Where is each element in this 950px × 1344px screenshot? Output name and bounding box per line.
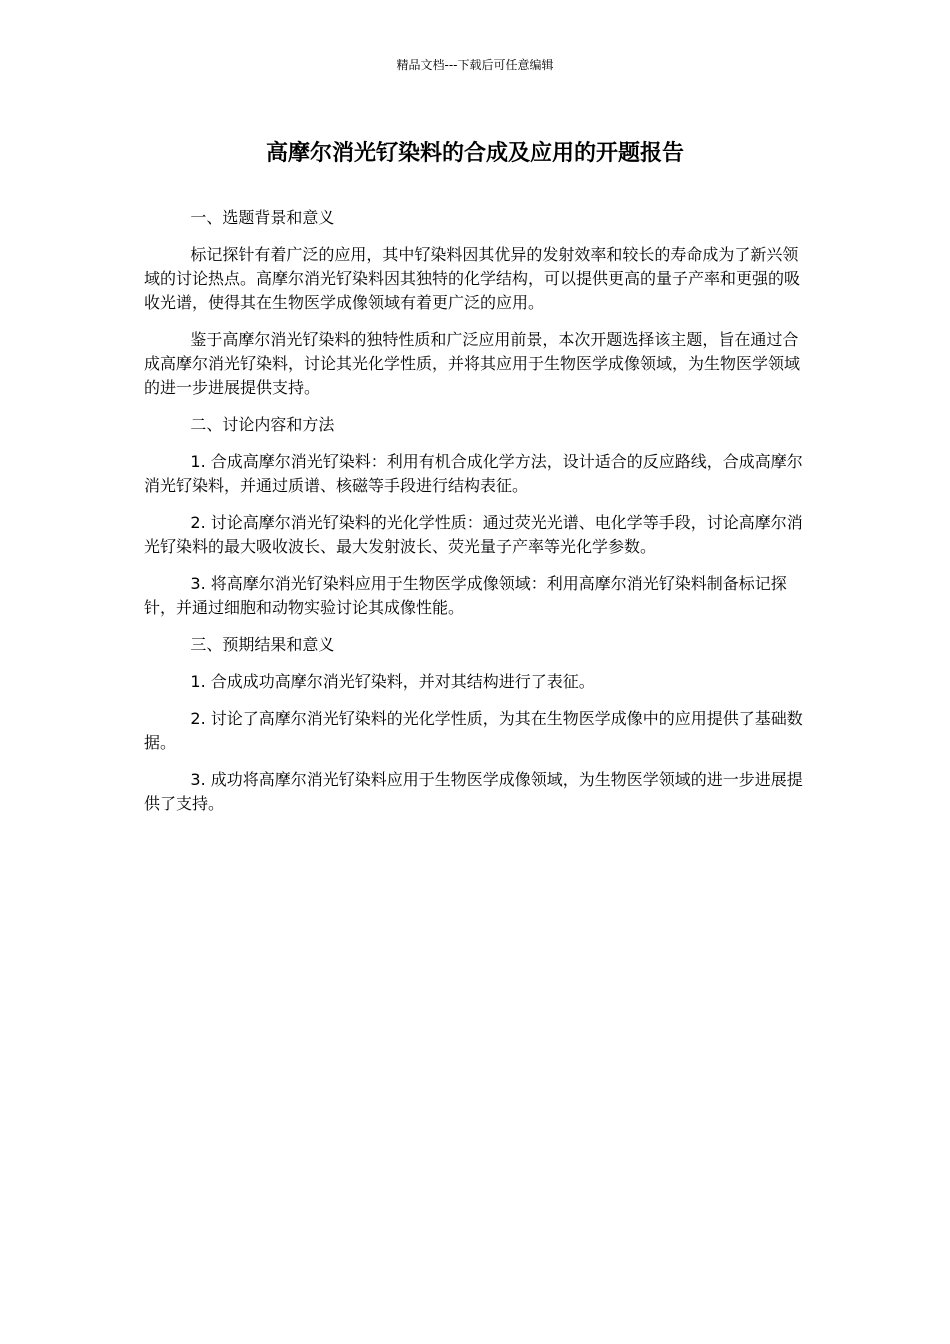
methods-item-1: 1. 合成高摩尔消光钌染料：利用有机合成化学方法，设计适合的反应路线，合成高摩尔消光钌染料，并通过质谱、核磁等手段进行结构表征。 — [144, 452, 803, 495]
results-item-3: 3. 成功将高摩尔消光钌染料应用于生物医学成像领域，为生物医学领域的进一步进展提供了支持。 — [144, 770, 803, 813]
background-paragraph-2: 鉴于高摩尔消光钌染料的独特性质和广泛应用前景，本次开题选择该主题，旨在通过合成高摩尔消光钌染料，讨论其光化学性质，并将其应用于生物医学成像领域，为生物医学领域的进一步进展提供支持。 — [144, 330, 801, 397]
document-body — [144, 206, 806, 829]
section-heading-background: 一、选题背景和意义 — [190, 208, 335, 227]
background-paragraph-1: 标记探针有着广泛的应用，其中钌染料因其优异的发射效率和较长的寿命成为了新兴领域的讨论热点。高摩尔消光钌染料因其独特的化学结构，可以提供更高的量子产率和更强的吸收光谱，使得其在生物医学成像领域有着更广泛的应用。 — [144, 245, 801, 312]
section-heading-expected-results: 三、预期结果和意义 — [190, 635, 335, 654]
methods-item-2: 2. 讨论高摩尔消光钌染料的光化学性质：通过荧光光谱、电化学等手段，讨论高摩尔消光钌染料的最大吸收波长、最大发射波长、荧光量子产率等光化学参数。 — [144, 513, 803, 556]
document-title: 高摩尔消光钌染料的合成及应用的开题报告 — [265, 141, 684, 166]
page-header: 精品文档---下载后可任意编辑 — [396, 58, 554, 72]
methods-item-3: 3. 将高摩尔消光钌染料应用于生物医学成像领域：利用高摩尔消光钌染料制备标记探针，并通过细胞和动物实验讨论其成像性能。 — [144, 574, 787, 617]
results-item-2: 2. 讨论了高摩尔消光钌染料的光化学性质，为其在生物医学成像中的应用提供了基础数据。 — [144, 709, 803, 752]
section-heading-methods: 二、讨论内容和方法 — [190, 415, 335, 434]
results-item-1: 1. 合成成功高摩尔消光钌染料，并对其结构进行了表征。 — [190, 672, 595, 691]
